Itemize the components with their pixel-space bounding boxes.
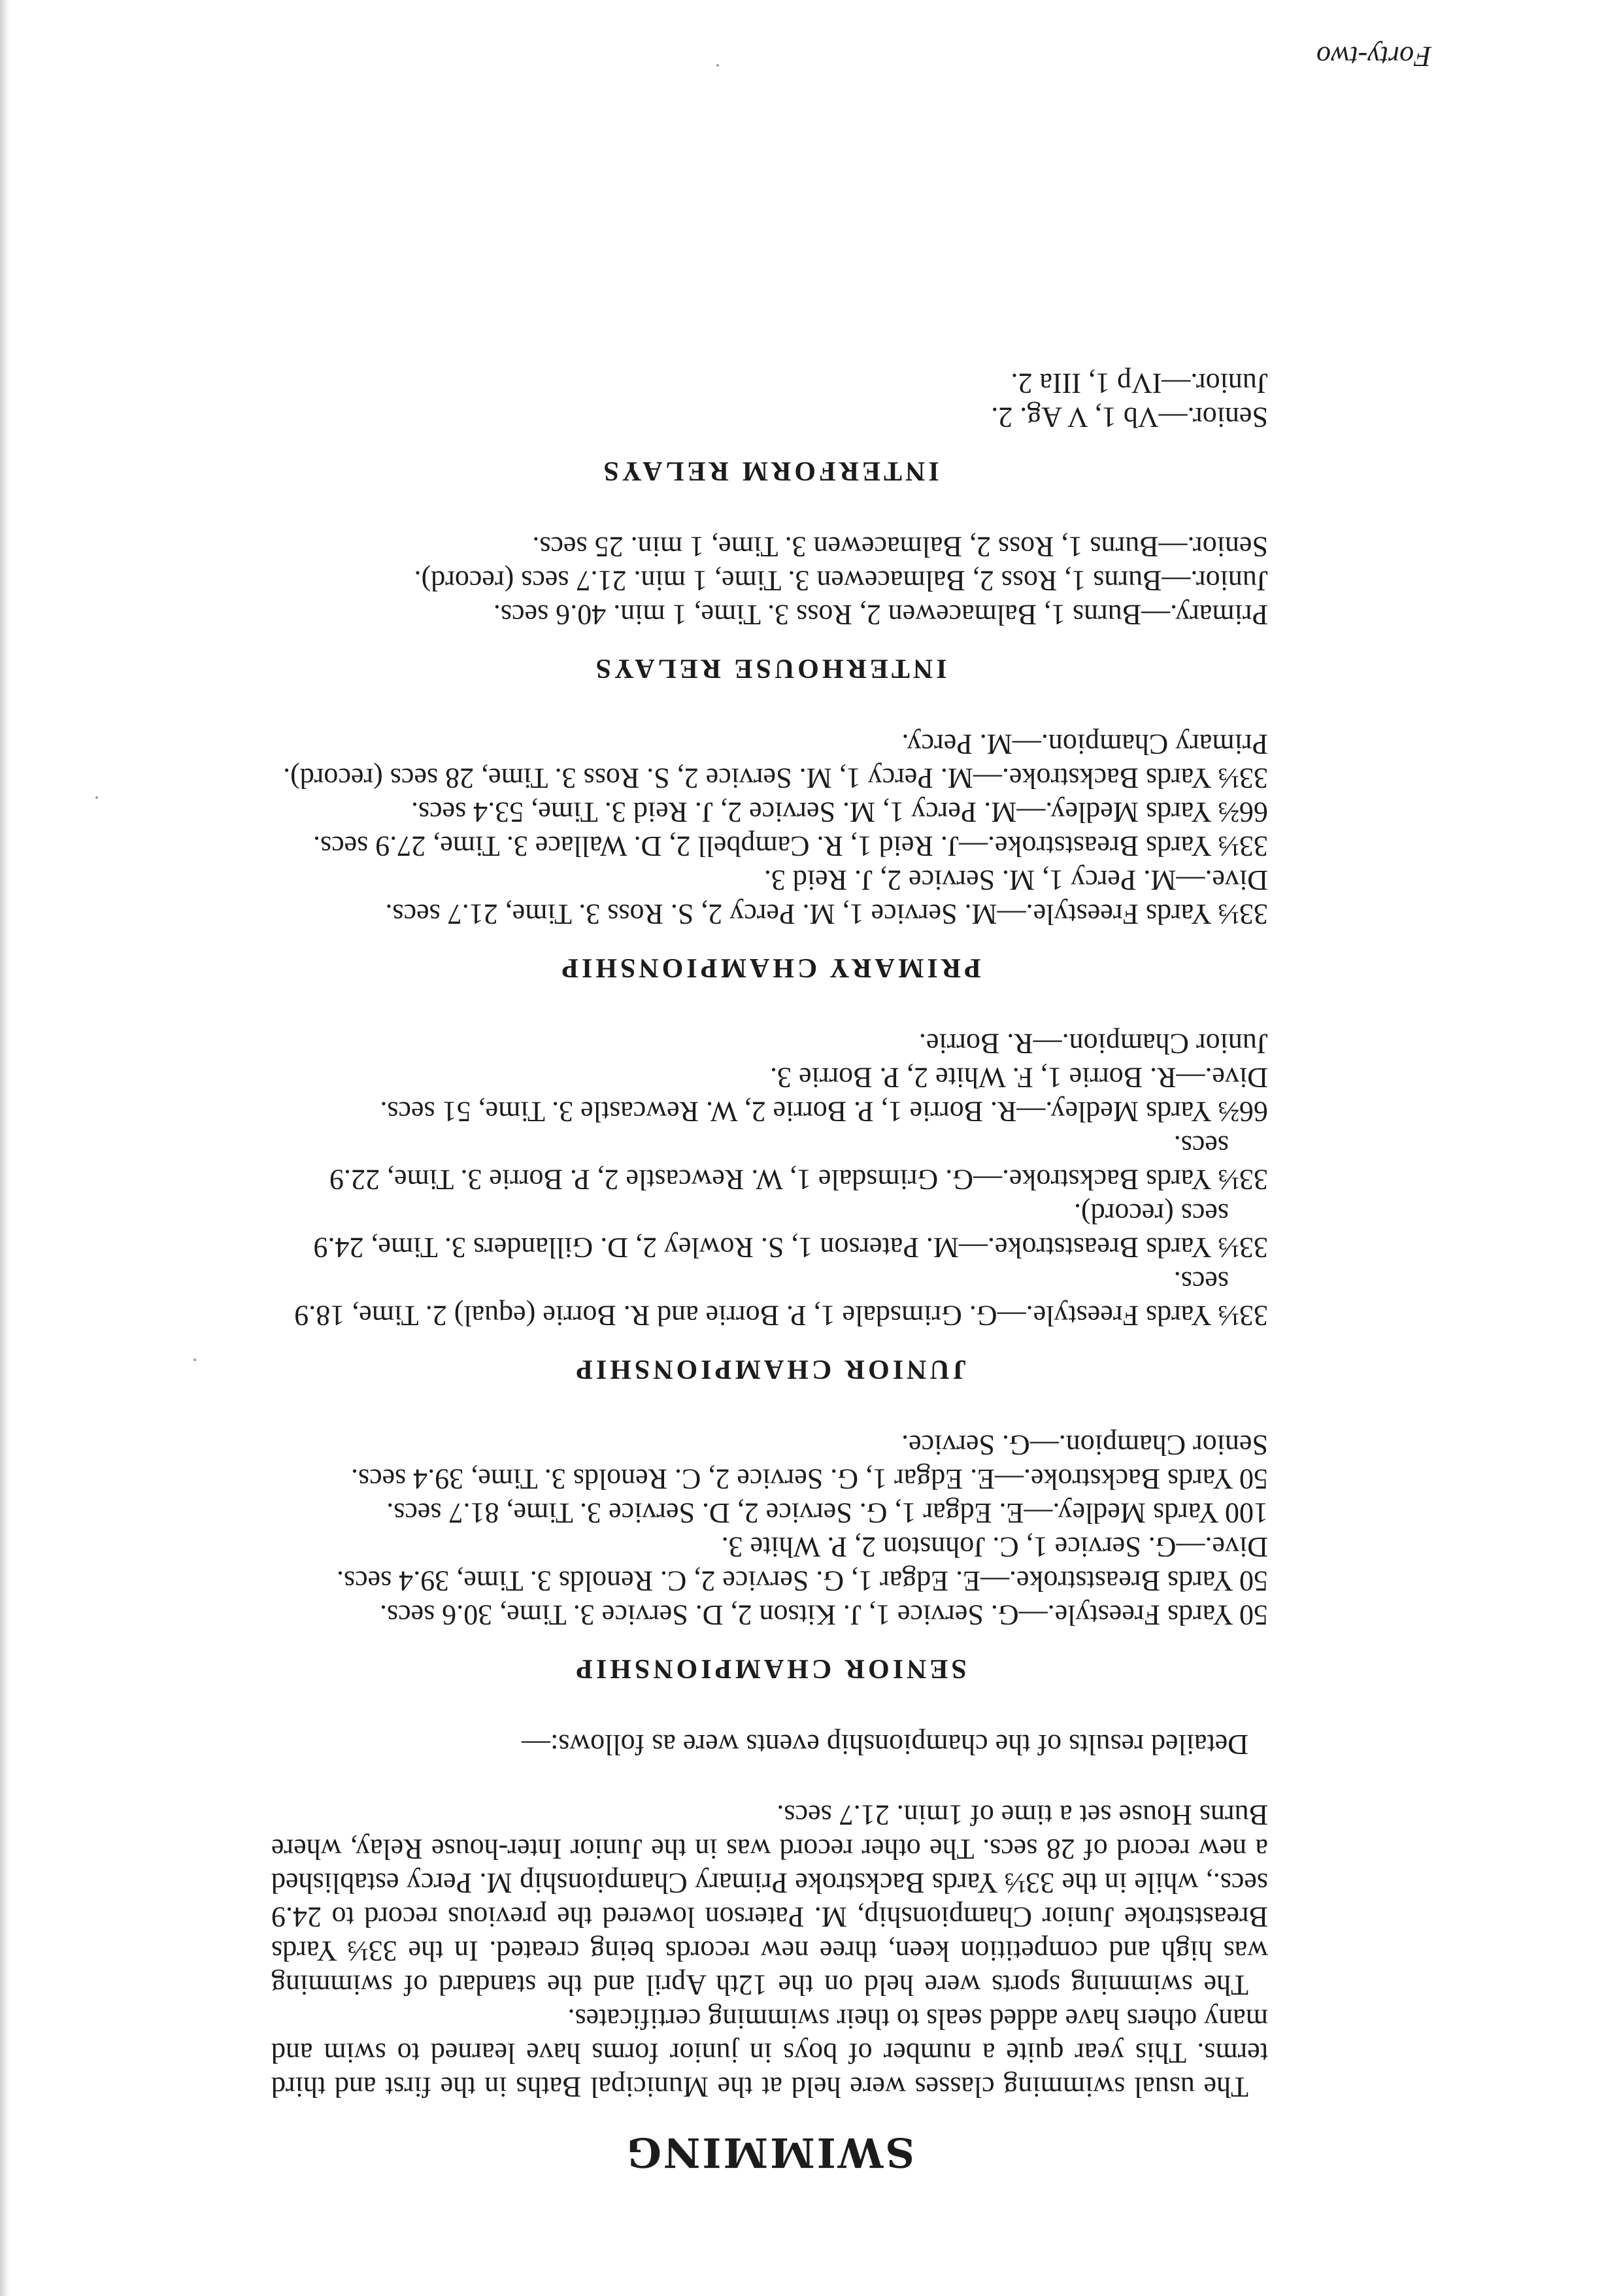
result-line: 50 Yards Backstroke.—E. Edgar 1, G. Service 2, C. Renolds 3. Time, 39.4 secs. xyxy=(350,1463,1268,1495)
result-line: 50 Yards Breaststroke.—E. Edgar 1, G. Service 2, C. Renolds 3. Time, 39.4 secs. xyxy=(336,1565,1268,1597)
intro-paragraph: The usual swimming classes were held at the Municipal Baths in the first and third terms. This year quite a number of boys in junior forms have learned to swim and many others have added seals to their swimming certificates. xyxy=(271,2003,1268,2103)
result-line: 33⅓ Yards Breaststroke.—M. Paterson 1, S. Rowley 2, D. Gillanders 3. Time, 24.9 secs (record). xyxy=(313,1198,1268,1264)
result-line: Dive.—M. Percy 1, M. Service 2, J. Reid 3. xyxy=(763,864,1268,896)
section-title: INTERHOUSE RELAYS xyxy=(592,653,947,683)
result-line: Senior.—Vb 1, V Ag. 2. xyxy=(991,401,1268,433)
result-line: Senior Champion.—G. Service. xyxy=(901,1429,1268,1461)
section-title: SENIOR CHAMPIONSHIP xyxy=(573,1653,967,1683)
scan-speck xyxy=(95,796,98,799)
page-number: Forty-two xyxy=(1316,41,1431,73)
page-title: SWIMMING xyxy=(624,2129,915,2176)
results-intro: Detailed results of the championship events were as follows:— xyxy=(522,1729,1248,1761)
section-title: PRIMARY CHAMPIONSHIP xyxy=(558,953,981,983)
result-line: 33⅓ Yards Freestyle.—M. Service 1, M. Percy 2, S. Ross 3. Time, 21.7 secs. xyxy=(385,898,1268,930)
article-column xyxy=(271,366,1268,2178)
page-edge-shadow xyxy=(0,0,9,2296)
results-sections xyxy=(271,366,1268,1685)
result-line: Junior.—Burns 1, Ross 2, Balmacewen 3. Time, 1 min. 21.7 secs (record). xyxy=(414,565,1268,597)
scan-speck xyxy=(716,64,719,67)
result-line: Primary.—Burns 1, Balmacewen 2, Ross 3. Time, 1 min. 40.6 secs. xyxy=(493,599,1268,631)
section-title: INTERFORM RELAYS xyxy=(600,456,939,486)
result-line: 66⅔ Yards Medley.—M. Percy 1, M. Service 2, J. Reid 3. Time, 53.4 secs. xyxy=(411,796,1268,828)
result-line: 33⅓ Yards Breaststroke.—J. Reid 1, R. Campbell 2, D. Wallace 3. Time, 27.9 secs. xyxy=(312,830,1268,862)
result-line: Dive.—R. Borrie 1, F. White 2, P. Borrie 3. xyxy=(770,1062,1268,1094)
result-line: Primary Champion.—M. Percy. xyxy=(901,728,1268,760)
section-title: JUNIOR CHAMPIONSHIP xyxy=(573,1354,967,1384)
result-line: 66⅔ Yards Medley.—R. Borrie 1, P. Borrie 2, W. Rewcastle 3. Time, 51 secs. xyxy=(380,1096,1268,1128)
result-line: 33⅓ Yards Backstroke.—M. Percy 1, M. Service 2, S. Ross 3. Time, 28 secs (record). xyxy=(283,762,1268,794)
result-line: Senior.—Burns 1, Ross 2, Balmacewen 3. Time, 1 min. 25 secs. xyxy=(532,531,1268,563)
scan-speck xyxy=(193,1359,196,1361)
result-line: Junior Champion.—R. Borrie. xyxy=(918,1028,1268,1060)
result-line: 33⅓ Yards Freestyle.—G. Grimsdale 1, P. Borrie and R. Borrie (equal) 2. Time, 18.9 secs. xyxy=(294,1266,1268,1332)
result-line: Dive.—G. Service 1, C. Johnston 2, P. White 3. xyxy=(721,1531,1268,1563)
result-line: 50 Yards Freestyle.—G. Service 1, J. Kitson 2, D. Service 3. Time, 30.6 secs. xyxy=(379,1599,1268,1631)
result-line: Junior.—IVp 1, IIIa 2. xyxy=(1011,367,1268,399)
result-line: 33⅓ Yards Backstroke.—G. Grimsdale 1, W. Rewcastle 2, P. Borrie 3. Time, 22.9 secs. xyxy=(329,1130,1268,1196)
result-line: 100 Yards Medley.—E. Edgar 1, G. Service 2, D. Service 3. Time, 81.7 secs. xyxy=(386,1497,1268,1529)
intro-paragraph: The swimming sports were held on the 12th April and the standard of swimming was high and competition keen, three new records being created. In the 33⅓ Yards Breaststroke Junior Championship, M. Paterson lowered the previous record to 24.9 secs., while in the 33⅓ Yards Backstroke Primary Championship M. Percy established a new record of 28 secs. The other record was in the Junior Inter-house Relay, where Burns House set a time of 1min. 21.7 secs. xyxy=(271,1799,1268,2001)
